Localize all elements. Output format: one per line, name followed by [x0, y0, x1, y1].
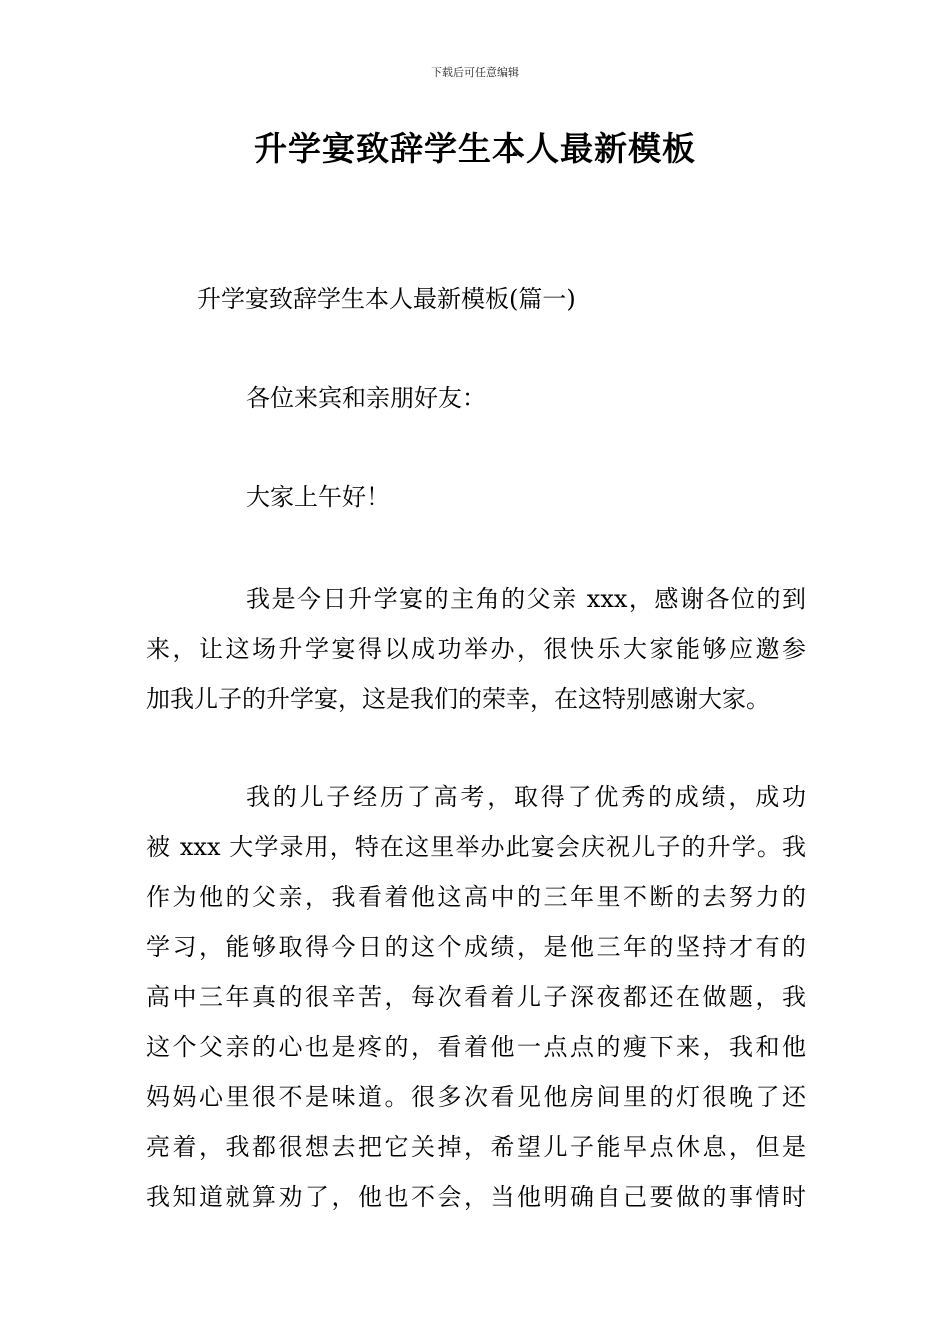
paragraph-line: 作为他的父亲，我看着他这高中的三年里不断的去努力的 — [146, 883, 806, 911]
paragraph-2 — [146, 781, 806, 1231]
header-note: 下载后可任意编辑 — [431, 66, 519, 79]
paragraph-line: 我是今日升学宴的主角的父亲 xxx，感谢各位的到 — [246, 585, 806, 613]
paragraph-1 — [146, 583, 806, 733]
paragraph-line: 这个父亲的心也是疼的，看着他一点点的瘦下来，我和他 — [146, 1033, 806, 1061]
paragraph-line: 学习，能够取得今日的这个成绩，是他三年的坚持才有的 — [146, 933, 806, 961]
paragraph-line: 高中三年真的很辛苦，每次看着儿子深夜都还在做题，我 — [146, 983, 806, 1011]
document-title: 升学宴致辞学生本人最新模板 — [254, 129, 696, 168]
paragraph-line: 我的儿子经历了高考，取得了优秀的成绩，成功 — [246, 783, 806, 811]
paragraph-line: 妈妈心里很不是味道。很多次看见他房间里的灯很晚了还 — [146, 1083, 806, 1111]
paragraph-line: 加我儿子的升学宴，这是我们的荣幸，在这特别感谢大家。 — [146, 685, 770, 713]
paragraph-line: 来，让这场升学宴得以成功举办，很快乐大家能够应邀参 — [146, 635, 806, 663]
hello-line: 大家上午好！ — [246, 483, 390, 511]
section-subtitle: 升学宴致辞学生本人最新模板(篇一) — [197, 285, 576, 313]
paragraph-line: 我知道就算劝了，他也不会，当他明确自己要做的事情时 — [146, 1183, 806, 1211]
paragraph-line: 亮着，我都很想去把它关掉，希望儿子能早点休息，但是 — [146, 1133, 806, 1161]
greeting-line: 各位来宾和亲朋好友： — [246, 384, 486, 412]
paragraph-line: 被 xxx 大学录用，特在这里举办此宴会庆祝儿子的升学。我 — [146, 833, 806, 861]
